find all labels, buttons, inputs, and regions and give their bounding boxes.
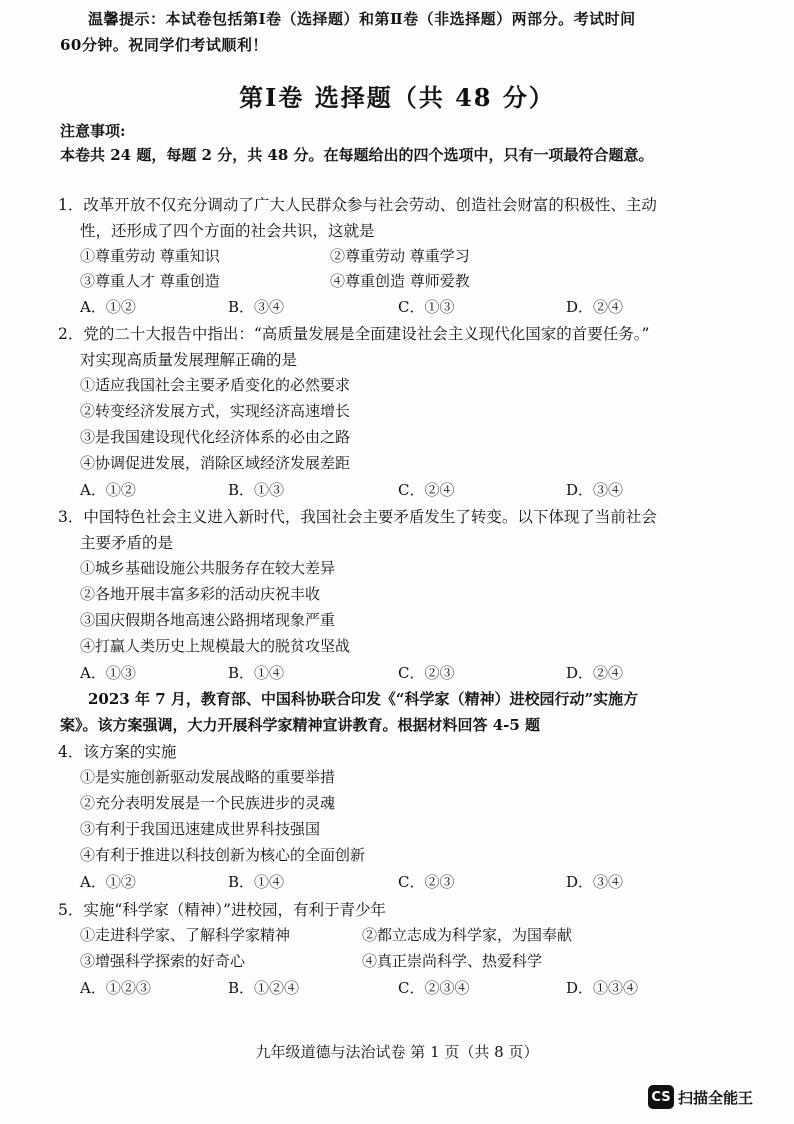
watermark-text: 扫描全能王 bbox=[678, 1088, 754, 1107]
statement-option: ④真正崇尚科学、热爱科学 bbox=[362, 952, 543, 970]
statement-option: ③增强科学探索的好奇心 bbox=[80, 952, 246, 970]
statement-option: ④协调促进发展，消除区域经济发展差距 bbox=[80, 454, 351, 472]
statement-option: ②都立志成为科学家，为国奉献 bbox=[362, 926, 573, 944]
answer-choice-c: C．②④ bbox=[398, 481, 455, 499]
section-title: 第Ⅰ卷 选择题（共 48 分） bbox=[239, 83, 555, 112]
statement-option: ③是我国建设现代化经济体系的必由之路 bbox=[80, 428, 351, 446]
answer-choice-d: D．①③④ bbox=[566, 979, 639, 997]
scanner-watermark bbox=[648, 1085, 753, 1109]
answer-choice-d: D．②④ bbox=[566, 298, 624, 316]
answer-choice-c: C．①③ bbox=[398, 298, 455, 316]
exam-notice-line1: 温馨提示：本试卷包括第Ⅰ卷（选择题）和第Ⅱ卷（非选择题）两部分。考试时间 bbox=[88, 10, 636, 28]
answer-choice-b: B．①④ bbox=[228, 664, 285, 682]
answer-choice-c: C．②③ bbox=[398, 873, 455, 891]
answer-choice-c: C．②③ bbox=[398, 664, 455, 682]
material-line: 案》。该方案强调，大力开展科学家精神宣讲教育。根据材料回答 4-5 题 bbox=[60, 716, 541, 734]
statement-option: ④打赢人类历史上规模最大的脱贫攻坚战 bbox=[80, 637, 351, 655]
statement-option: ③有利于我国迅速建成世界科技强国 bbox=[80, 820, 321, 838]
answer-choice-b: B．③④ bbox=[228, 298, 285, 316]
answer-choice-a: A．①③ bbox=[80, 664, 136, 682]
statement-option: ②各地开展丰富多彩的活动庆祝丰收 bbox=[80, 585, 321, 603]
camscanner-logo-icon: CS bbox=[648, 1085, 674, 1109]
answer-choice-b: B．①③ bbox=[228, 481, 285, 499]
answer-choice-a: A．①②③ bbox=[80, 979, 151, 997]
question-stem-line: 主要矛盾的是 bbox=[80, 534, 174, 552]
statement-option: ①适应我国社会主要矛盾变化的必然要求 bbox=[80, 376, 351, 394]
statement-option: ①城乡基础设施公共服务存在较大差异 bbox=[80, 559, 336, 577]
statement-option: ③国庆假期各地高速公路拥堵现象严重 bbox=[80, 611, 336, 629]
statement-option: ②尊重劳动 尊重学习 bbox=[330, 247, 470, 265]
answer-choice-a: A．①② bbox=[80, 481, 136, 499]
question-stem-line: 4．该方案的实施 bbox=[58, 743, 177, 761]
question-stem-line: 2．党的二十大报告中指出：“高质量发展是全面建设社会主义现代化国家的首要任务。” bbox=[58, 325, 650, 343]
answer-choice-d: D．③④ bbox=[566, 481, 624, 499]
statement-option: ④有利于推进以科技创新为核心的全面创新 bbox=[80, 846, 366, 864]
answer-choice-d: D．③④ bbox=[566, 873, 624, 891]
statement-option: ②转变经济发展方式，实现经济高速增长 bbox=[80, 402, 351, 420]
question-stem-line: 对实现高质量发展理解正确的是 bbox=[80, 351, 298, 369]
answer-choice-a: A．①② bbox=[80, 298, 136, 316]
page-footer: 九年级道德与法治试卷 第 1 页（共 8 页） bbox=[255, 1043, 539, 1061]
answer-choice-b: B．①④ bbox=[228, 873, 285, 891]
answer-choice-b: B．①②④ bbox=[228, 979, 300, 997]
answer-choice-a: A．①② bbox=[80, 873, 136, 891]
answer-choice-c: C．②③④ bbox=[398, 979, 470, 997]
statement-option: ③尊重人才 尊重创造 bbox=[80, 272, 220, 290]
question-stem-line: 1．改革开放不仅充分调动了广大人民群众参与社会劳动、创造社会财富的积极性、主动 bbox=[58, 196, 657, 214]
answer-choice-d: D．②④ bbox=[566, 664, 624, 682]
statement-option: ①是实施创新驱动发展战略的重要举措 bbox=[80, 768, 336, 786]
question-stem-line: 3．中国特色社会主义进入新时代，我国社会主要矛盾发生了转变。以下体现了当前社会 bbox=[58, 508, 657, 526]
statement-option: ④尊重创造 尊师爱教 bbox=[330, 272, 470, 290]
statement-option: ①尊重劳动 尊重知识 bbox=[80, 247, 220, 265]
statement-option: ②充分表明发展是一个民族进步的灵魂 bbox=[80, 794, 336, 812]
notes-label: 注意事项: bbox=[60, 122, 126, 140]
instruction-text: 本卷共 24 题，每题 2 分，共 48 分。在每题给出的四个选项中，只有一项最符合题意。 bbox=[60, 146, 654, 164]
question-stem-line: 性，还形成了四个方面的社会共识，这就是 bbox=[80, 222, 375, 240]
exam-notice-line2: 60分钟。祝同学们考试顺利！ bbox=[60, 36, 268, 54]
material-line: 2023 年 7 月，教育部、中国科协联合印发《“科学家（精神）进校园行动”实施方 bbox=[88, 690, 639, 708]
statement-option: ①走进科学家、了解科学家精神 bbox=[80, 926, 291, 944]
question-stem-line: 5．实施“科学家（精神）”进校园，有利于青少年 bbox=[58, 901, 386, 919]
